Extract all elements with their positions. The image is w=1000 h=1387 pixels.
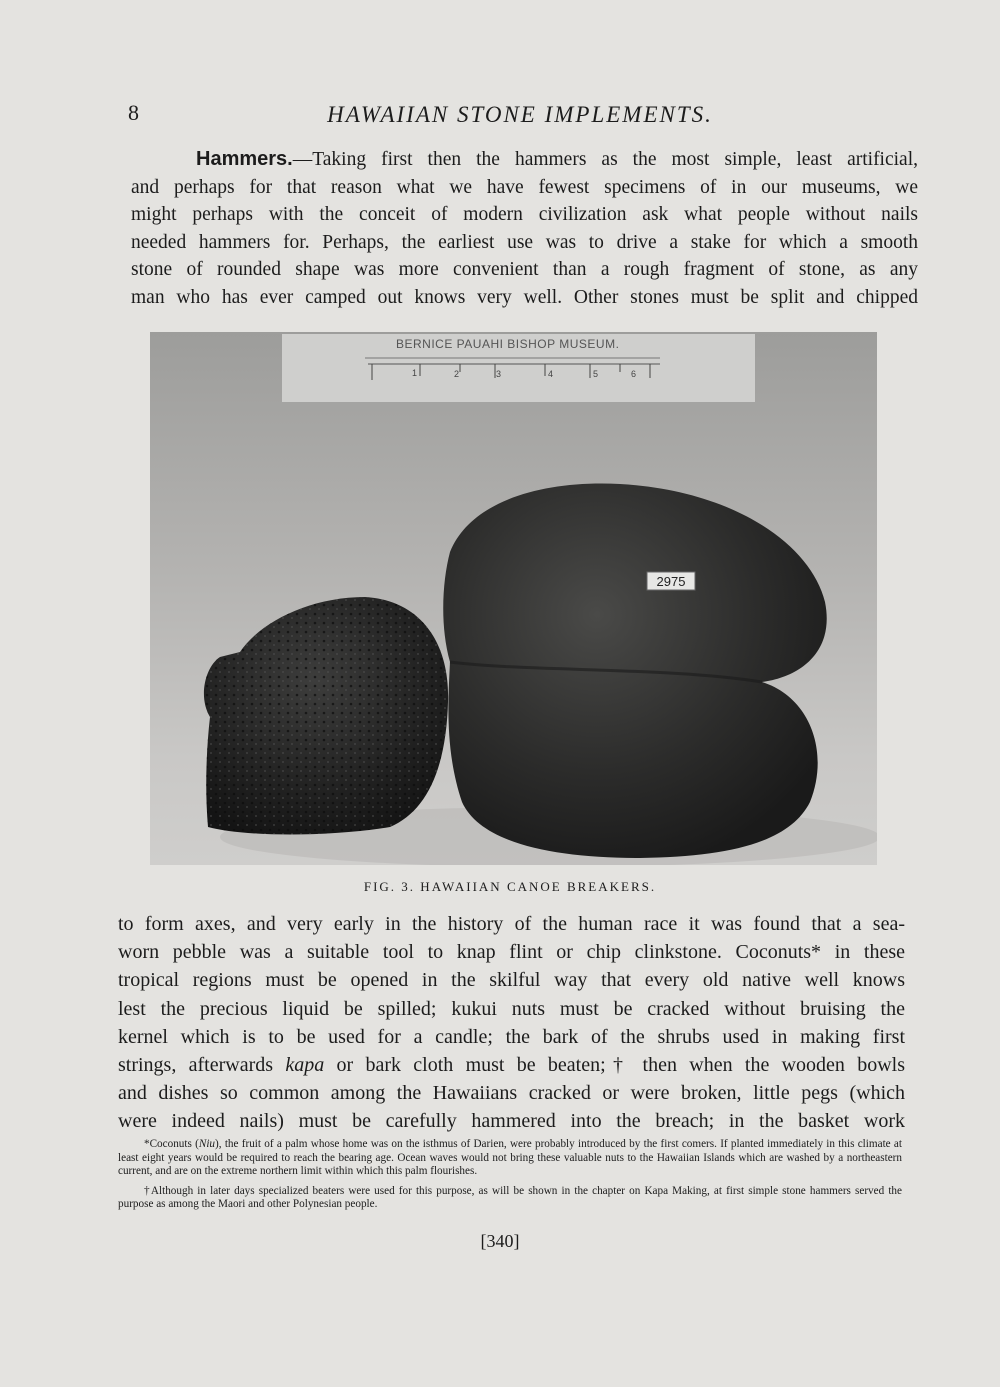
running-title: HAWAIIAN STONE IMPLEMENTS.	[327, 102, 713, 127]
body-text-top	[131, 146, 918, 311]
ruler-number: 2	[454, 369, 460, 379]
body-text-bottom	[118, 910, 905, 1136]
body-line: and dishes so common among the Hawaiians cracked or were broken, little pegs (which	[118, 1082, 905, 1105]
large-canoe-breaker	[443, 484, 827, 858]
museum-label: BERNICE PAUAHI BISHOP MUSEUM.	[396, 337, 620, 351]
footnotes	[118, 1138, 902, 1218]
body-line: were indeed nails) must be carefully hammered into the breach; in the basket work	[118, 1110, 905, 1133]
ruler-number: 4	[548, 369, 554, 379]
body-line: and perhaps for that reason what we have fewest specimens of in our museums, we	[131, 176, 918, 198]
body-line: lest the precious liquid be spilled; kukui nuts must be cracked without bruising the	[118, 997, 905, 1020]
ruler-number: 1	[412, 368, 418, 378]
figure-caption: FIG. 3. HAWAIIAN CANOE BREAKERS.	[363, 879, 657, 894]
body-line: worn pebble was a suitable tool to knap flint or chip clinkstone. Coconuts* in these	[118, 941, 905, 964]
ruler-number: 6	[631, 369, 637, 379]
specimen-tag: 2975	[656, 574, 686, 589]
figure-photograph	[150, 332, 877, 865]
footnote-coconuts	[118, 1138, 902, 1179]
body-line: needed hammers for. Perhaps, the earliest use was to drive a stake for which a smooth	[131, 231, 918, 253]
section-heading-hammers: Hammers.	[196, 148, 293, 170]
body-line: might perhaps with the conceit of modern civilization ask what people without nails	[131, 204, 918, 225]
body-line: kernel which is to be used for a candle; the bark of the shrubs used in making first	[118, 1025, 905, 1048]
ruler-number: 3	[496, 369, 502, 379]
ruler-number: 5	[593, 369, 599, 379]
small-canoe-breaker	[204, 597, 448, 835]
footnote-beaters: †Although in later days specialized beaters were used for this purpose, as will be shown in the chapter on Kapa Making, at first simple stone hammers served the purpose as among the Maori and other Polynesian people.	[118, 1184, 902, 1210]
body-line	[118, 1051, 905, 1079]
italic-term-niu: Niu	[198, 1138, 216, 1150]
body-line: tropical regions must be opened in the skilful way that every old native well knows	[118, 969, 905, 992]
body-line: stone of rounded shape was more convenient than a rough fragment of stone, as any	[131, 259, 918, 280]
body-line	[131, 146, 918, 174]
folio: [340]	[480, 1231, 520, 1251]
footnote-text: ), the fruit of a palm whose home was on the isthmus of Darien, were probably introduced by the first comers. If planted immediately in this climate at least eight years would be required to reach the bearing age. Ocean waves would not bring these valuable nuts to the Hawaiian Islands which are washed by a northeastern current, and are on the extreme northern limit within which this palm flourishes.	[118, 1138, 902, 1177]
body-line: man who has ever camped out knows very well. Other stones must be split and chipped	[131, 286, 918, 308]
italic-term-kapa: kapa	[285, 1054, 325, 1077]
body-line: to form axes, and very early in the history of the human race it was found that a sea-	[118, 913, 905, 935]
body-line-text: strings, afterwards	[118, 1054, 286, 1077]
page-number: 8	[128, 100, 139, 125]
footnote-text: *Coconuts (	[144, 1138, 199, 1150]
body-line-text: or bark cloth must be beaten;† then when the wooden bowls	[324, 1054, 906, 1077]
body-line-text: —Taking first then the hammers as the most simple, least artificial,	[292, 149, 918, 170]
